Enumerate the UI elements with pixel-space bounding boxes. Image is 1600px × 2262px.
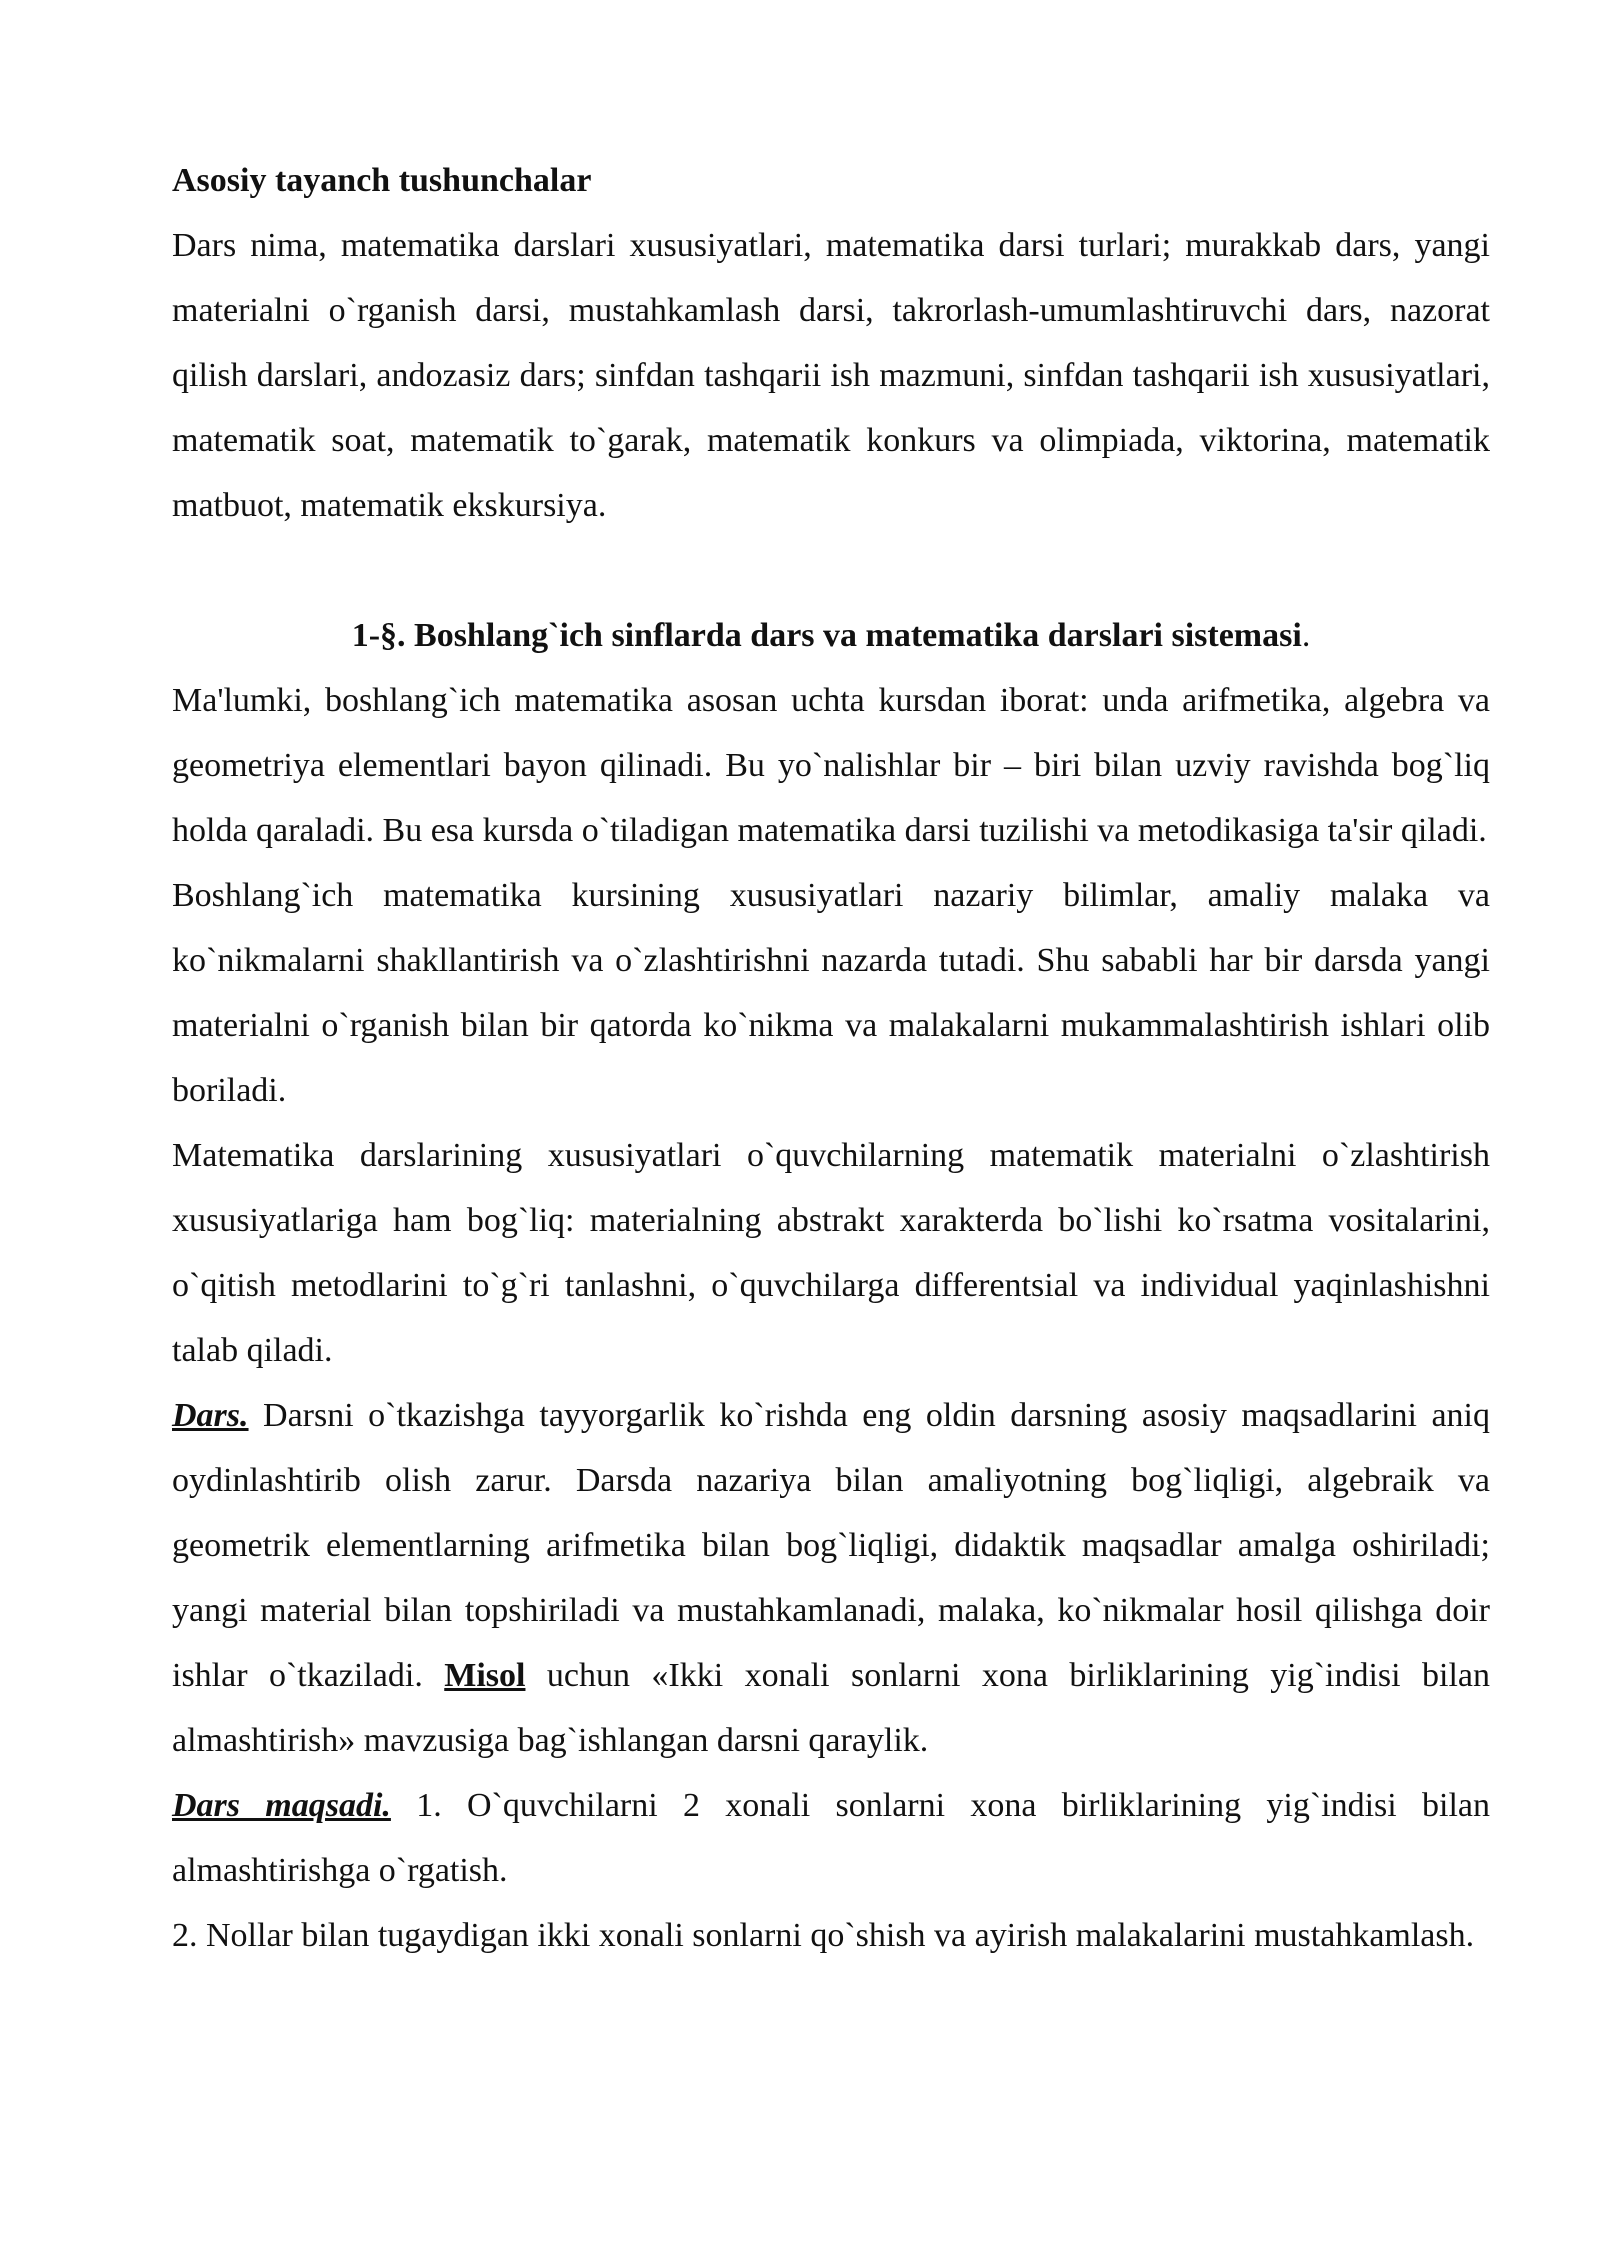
paragraph-course-features: Boshlang`ich matematika kursining xususiyatlari nazariy bilimlar, amaliy malaka va ko`nikmalarni shakllantirish va o`zlashtirishni nazarda tutadi. Shu sababli har bir darsda yangi materialni o`rganish bilan bir qatorda ko`nikma va malakalarni mukammalashtirish ishlari olib boriladi. [172, 877, 1490, 1109]
paragraph-lesson-features: Matematika darslarining xususiyatlari o`quvchilarning matematik materialni o`zlashtirish xususiyatlariga ham bog`liq: materialning abstrakt xarakterda bo`lishi ko`rsatma vositalarini, o`qitish metodlarini to`g`ri tanlashni, o`quvchilarga differentsial va individual yaqinlashishni talab qiladi. [172, 1137, 1490, 1369]
goal-item-2: 2. Nollar bilan tugaydigan ikki xonali sonlarni qo`shish va ayirish malakalarini mustahkamlash. [172, 1917, 1475, 1954]
dars-maqsadi-lead: Dars maqsadi. [172, 1787, 391, 1824]
paragraph-intro: Ma'lumki, boshlang`ich matematika asosan uchta kursdan iborat: unda arifmetika, algebra va geometriya elementlari bayon qilinadi. Bu yo`nalishlar bir – biri bilan uzviy ravishda bog`liq holda qaraladi. Bu esa kursda o`tiladigan matematika darsi tuzilishi va metodikasiga ta'sir qiladi. [172, 682, 1490, 849]
dars-text-after: uchun «Ikki xonali sonlarni xona birliklarining yig`indisi bilan almashtirish» mavzusiga bag`ishlangan darsni qaraylik. [172, 1657, 1490, 1759]
keywords-paragraph: Dars nima, matematika darslari xususiyatlari, matematika darsi turlari; murakkab dars, yangi materialni o`rganish darsi, mustahkamlash darsi, takrorlash-umumlashtiruvchi dars, nazorat qilish darslari, andozasiz dars; sinfdan tashqarii ish mazmuni, sinfdan tashqarii ish xususiyatlari, matematik soat, matematik to`garak, matematik konkurs va olimpiada, viktorina, matematik matbuot, matematik ekskursiya. [172, 227, 1490, 524]
dars-text-before: Darsni o`tkazishga tayyorgarlik ko`rishda eng oldin darsning asosiy maqsadlarini aniq oydinlashtirib olish zarur. Darsda nazariya bilan amaliyotning bog`liqligi, algebraik va geometrik elementlarning arifmetika bilan bog`liqligi, didaktik maqsadlar amalga oshiriladi; yangi material bilan topshiriladi va mustahkamlanadi, malaka, ko`nikmalar hosil qilishga doir ishlar o`tkaziladi. [172, 1397, 1490, 1694]
dars-maqsadi-text: 1. O`quvchilarni 2 xonali sonlarni xona birliklarining yig`indisi bilan almashtirishga o`rgatish. [172, 1787, 1490, 1889]
dars-maqsadi-paragraph [172, 1773, 1490, 1903]
section-title-text: 1-§. Boshlang`ich sinflarda dars va matematika darslari sistemasi [351, 617, 1302, 654]
section-title [172, 603, 1490, 668]
section-title-end: . [1301, 617, 1311, 654]
misol-label: Misol [444, 1657, 526, 1694]
dars-paragraph [172, 1383, 1490, 1773]
dars-lead: Dars. [172, 1397, 249, 1434]
page-heading: Asosiy tayanch tushunchalar [172, 162, 592, 199]
document-page [172, 148, 1490, 1968]
